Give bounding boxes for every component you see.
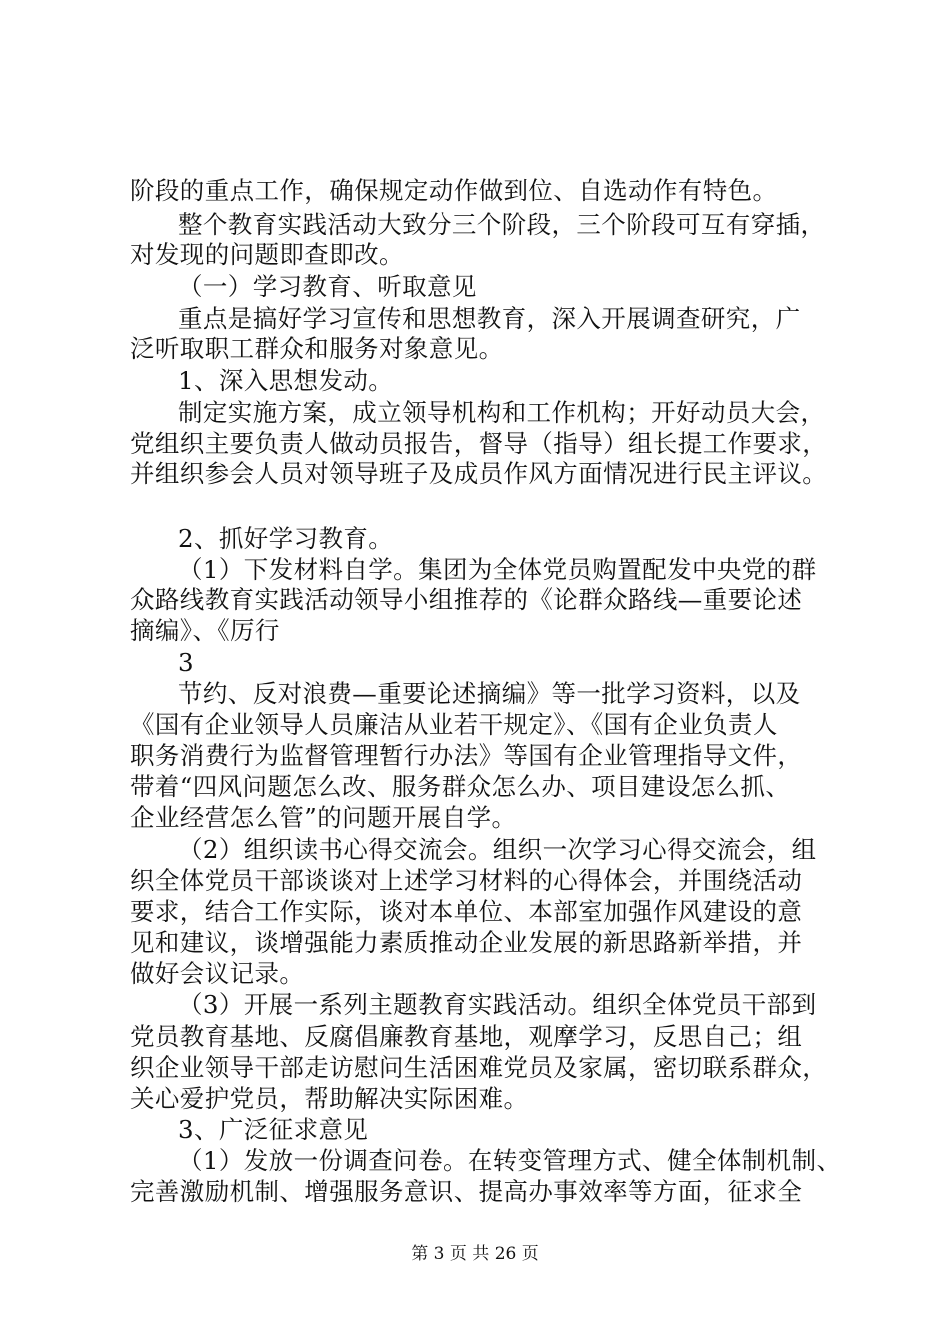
subsection-heading: 2、抓好学习教育。	[178, 524, 394, 553]
page-footer: 第 3 页 共 26 页	[411, 1244, 539, 1264]
text-line: 重点是搞好学习宣传和思想教育，深入开展调查研究，广	[178, 304, 801, 333]
text-line: 党员教育基地、反腐倡廉教育基地，观摩学习，反思自己；组	[130, 1022, 803, 1051]
text-line: （3）开展一系列主题教育实践活动。组织全体党员干部到	[178, 990, 817, 1019]
text-line: 整个教育实践活动大致分三个阶段，三个阶段可互有穿插，	[178, 210, 826, 239]
text-line: 见和建议，谈增强能力素质推动企业发展的新思路新举措，并	[130, 928, 803, 957]
text-line: 做好会议记录。	[130, 959, 305, 988]
text-line: 织全体党员干部谈谈对上述学习材料的心得体会，并围绕活动	[130, 866, 803, 895]
text-line: 关心爱护党员，帮助解决实际困难。	[130, 1084, 529, 1113]
text-line: 企业经营怎么管”的问题开展自学。	[130, 803, 517, 832]
text-line: 摘编》、《厉行	[130, 616, 280, 645]
text-line: 职务消费行为监督管理暂行办法》等国有企业管理指导文件，	[130, 741, 803, 770]
text-line: 完善激励机制、增强服务意识、提高办事效率等方面，征求全	[130, 1177, 803, 1206]
text-line: 党组织主要负责人做动员报告，督导（指导）组长提工作要求，	[130, 429, 828, 458]
text-line: 对发现的问题即查即改。	[130, 240, 404, 269]
text-line: （1）下发材料自学。集团为全体党员购置配发中央党的群	[178, 555, 817, 584]
subsection-heading: 1、深入思想发动。	[178, 366, 394, 395]
stray-page-number: 3	[178, 648, 194, 677]
text-line: 带着“四风问题怎么改、服务群众怎么办、项目建设怎么抓、	[130, 772, 791, 801]
text-line: 制定实施方案，成立领导机构和工作机构；开好动员大会，	[178, 398, 826, 427]
subsection-heading: 3、广泛征求意见	[178, 1115, 369, 1144]
text-line: 《国有企业领导人员廉洁从业若干规定》、《国有企业负责人	[130, 710, 778, 739]
text-line: 众路线教育实践活动领导小组推荐的《论群众路线—重要论述	[130, 585, 803, 614]
text-line: 织企业领导干部走访慰问生活困难党员及家属，密切联系群众，	[130, 1053, 828, 1082]
text-line: 要求，结合工作实际，谈对本单位、本部室加强作风建设的意	[130, 897, 803, 926]
text-line: 泛听取职工群众和服务对象意见。	[130, 334, 504, 363]
text-line: 阶段的重点工作，确保规定动作做到位、自选动作有特色。	[130, 176, 778, 205]
text-line: 节约、反对浪费—重要论述摘编》等一批学习资料，以及	[178, 679, 801, 708]
text-line: （1）发放一份调查问卷。在转变管理方式、健全体制机制、	[178, 1146, 842, 1175]
section-heading: （一）学习教育、听取意见	[178, 272, 477, 301]
text-line: 并组织参会人员对领导班子及成员作风方面情况进行民主评议。	[130, 459, 828, 488]
text-line: （2）组织读书心得交流会。组织一次学习心得交流会，组	[178, 835, 817, 864]
